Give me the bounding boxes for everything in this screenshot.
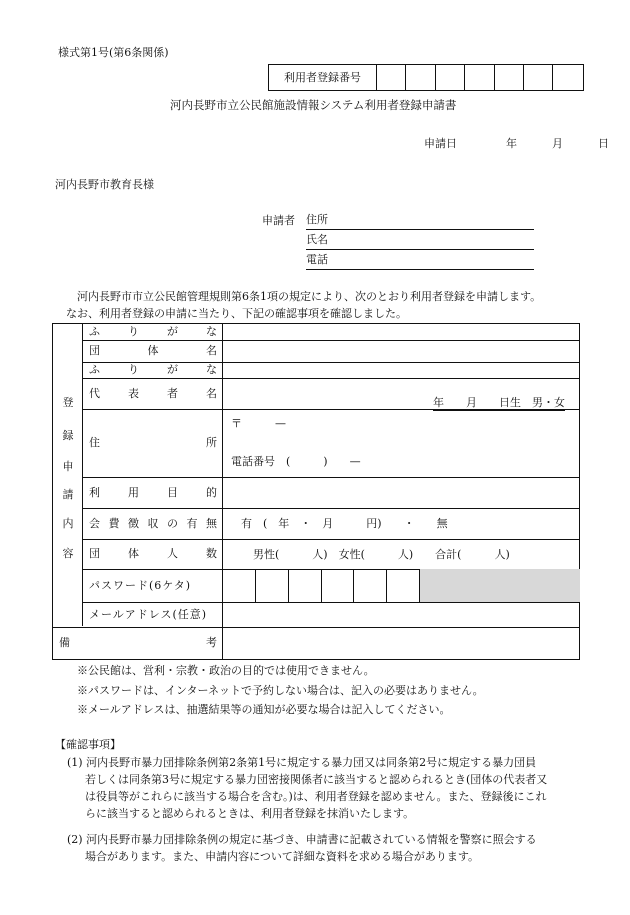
label-char: 住 bbox=[89, 436, 100, 450]
confirm-item-2-line: (2) 河内長野市暴力団排除条例の規定に基づき、申請書に記載されている情報を警察に照会する bbox=[67, 833, 537, 846]
label-char: 数 bbox=[206, 547, 217, 561]
label-char: 団 bbox=[89, 547, 100, 561]
registration-number-box bbox=[268, 64, 584, 91]
label-char: が bbox=[167, 363, 178, 377]
label-char: 団 bbox=[89, 344, 100, 358]
application-date-month: 月 bbox=[552, 137, 563, 150]
postal-code-field[interactable]: 〒 — bbox=[231, 417, 286, 430]
birthdate-gender[interactable] bbox=[433, 396, 565, 411]
registration-number-label: 利用者登録番号 bbox=[269, 65, 377, 90]
password-digit-cell[interactable] bbox=[386, 569, 387, 602]
rep-furigana-label bbox=[83, 362, 223, 378]
label-char: 利 bbox=[89, 485, 100, 499]
label-char: 人 bbox=[167, 547, 178, 561]
side-label-char: 申 bbox=[62, 460, 74, 473]
label-char: 無 bbox=[206, 516, 217, 530]
intro-line-1: 河内長野市市立公民館管理規則第6条1項の規定により、次のとおり利用者登録を申請します。 bbox=[77, 290, 542, 303]
registration-digit-cell[interactable] bbox=[495, 65, 524, 90]
password-unused-area bbox=[419, 569, 580, 602]
registration-digit-cell[interactable] bbox=[377, 65, 406, 90]
applicant-address-label: 住所 bbox=[306, 213, 328, 226]
confirm-item-1-line: 若しくは同条第3号に規定する暴力団密接関係者に該当すると認められるとき(団体の代表者又 bbox=[85, 773, 548, 786]
confirm-item-1-line: (1) 河内長野市暴力団排除条例第2条第1号に規定する暴力団又は同条第2号に規定する暴力団員 bbox=[67, 756, 537, 769]
gender-options: 男・女 bbox=[532, 396, 565, 409]
phone-number-field[interactable]: 電話番号 ( ) — bbox=[231, 455, 361, 468]
applicant-name-field[interactable] bbox=[306, 230, 534, 250]
registration-digit-cell[interactable] bbox=[524, 65, 553, 90]
note-line: ※パスワードは、インターネットで予約しない場合は、記入の必要はありません。 bbox=[77, 684, 484, 697]
email-label: メールアドレス(任意) bbox=[89, 607, 208, 621]
label-char: 会 bbox=[89, 516, 100, 530]
registration-form-table bbox=[52, 323, 580, 660]
fee-collection-label bbox=[83, 508, 223, 539]
password-digit-cell[interactable] bbox=[288, 569, 289, 602]
application-date-label: 申請日 bbox=[424, 137, 457, 150]
member-count-label bbox=[83, 539, 223, 569]
label-char: 表 bbox=[128, 386, 139, 400]
applicant-label: 申請者 bbox=[262, 214, 295, 227]
form-number: 様式第1号(第6条関係) bbox=[58, 46, 169, 59]
label-char: ふ bbox=[89, 325, 100, 339]
confirm-heading: 【確認事項】 bbox=[55, 738, 121, 751]
label-char: 目 bbox=[167, 485, 178, 499]
fee-collection-options[interactable]: 有 ( 年 ・ 月 円) ・ 無 bbox=[241, 517, 448, 530]
application-date bbox=[424, 137, 609, 150]
label-char: 名 bbox=[206, 386, 217, 400]
label-char: 考 bbox=[206, 636, 217, 650]
label-char: 備 bbox=[59, 636, 70, 650]
purpose-label bbox=[83, 477, 223, 508]
label-char: 的 bbox=[206, 485, 217, 499]
representative-name-label bbox=[83, 378, 223, 409]
label-char: 代 bbox=[89, 386, 100, 400]
label-char: 徴 bbox=[128, 516, 139, 530]
password-label: パスワード(6ケタ) bbox=[89, 578, 192, 592]
document-title: 河内長野市立公民館施設情報システム利用者登録申請書 bbox=[170, 98, 457, 112]
remarks-label bbox=[59, 627, 217, 659]
password-digit-cell[interactable] bbox=[255, 569, 256, 602]
label-char: ふ bbox=[89, 363, 100, 377]
side-label-char: 録 bbox=[62, 429, 74, 442]
label-char: の bbox=[167, 516, 178, 530]
applicant-name-label: 氏名 bbox=[306, 233, 328, 246]
side-label-char: 容 bbox=[62, 547, 74, 560]
confirm-item-2-line: 場合があります。また、申請内容について詳細な資料を求める場合があります。 bbox=[85, 850, 480, 863]
registration-digit-cell[interactable] bbox=[553, 65, 582, 90]
note-line: ※公民館は、営利・宗教・政治の目的では使用できません。 bbox=[77, 664, 375, 677]
label-char: 用 bbox=[128, 485, 139, 499]
label-char: な bbox=[206, 325, 217, 339]
furigana-label bbox=[83, 324, 223, 340]
label-char: 費 bbox=[108, 516, 120, 530]
application-date-day: 日 bbox=[598, 137, 609, 150]
address-label bbox=[83, 409, 223, 477]
side-label-char: 請 bbox=[62, 488, 74, 501]
group-name-label bbox=[83, 340, 223, 362]
label-char: り bbox=[128, 363, 139, 377]
applicant-phone-field[interactable] bbox=[306, 250, 534, 270]
addressee: 河内長野市教育長様 bbox=[55, 178, 154, 191]
birthdate-text: 年 月 日生 bbox=[433, 396, 521, 409]
label-char: 所 bbox=[206, 436, 217, 450]
side-label-char: 登 bbox=[62, 396, 74, 409]
label-char: 体 bbox=[147, 344, 159, 358]
label-char: 者 bbox=[167, 386, 178, 400]
label-char: が bbox=[167, 325, 178, 339]
application-date-year: 年 bbox=[506, 137, 517, 150]
label-char: 収 bbox=[147, 516, 159, 530]
confirm-item-1-line: は役員等がこれらに該当する場合を含む。)は、利用者登録を認めません。また、登録後にこれ bbox=[85, 790, 547, 803]
label-char: 有 bbox=[186, 516, 198, 530]
label-char: 名 bbox=[206, 344, 217, 358]
side-label-char: 内 bbox=[62, 517, 74, 530]
password-digit-cell[interactable] bbox=[353, 569, 354, 602]
registration-digit-cell[interactable] bbox=[465, 65, 494, 90]
label-char: 体 bbox=[128, 547, 139, 561]
note-line: ※メールアドレスは、抽選結果等の通知が必要な場合は記入してください。 bbox=[77, 703, 451, 716]
confirm-item-1-line: らに該当すると認められるときは、利用者登録を抹消いたします。 bbox=[85, 807, 415, 820]
label-char: な bbox=[206, 363, 217, 377]
applicant-address-field[interactable] bbox=[306, 210, 534, 230]
applicant-phone-label: 電話 bbox=[306, 253, 328, 266]
member-count-fields[interactable]: 男性( 人) 女性( 人) 合計( 人) bbox=[253, 548, 510, 561]
label-char: り bbox=[128, 325, 139, 339]
registration-digit-cell[interactable] bbox=[406, 65, 435, 90]
registration-digit-cell[interactable] bbox=[436, 65, 465, 90]
intro-line-2: なお、利用者登録の申請に当たり、下記の確認事項を確認しました。 bbox=[66, 307, 407, 320]
password-digit-cell[interactable] bbox=[321, 569, 322, 602]
